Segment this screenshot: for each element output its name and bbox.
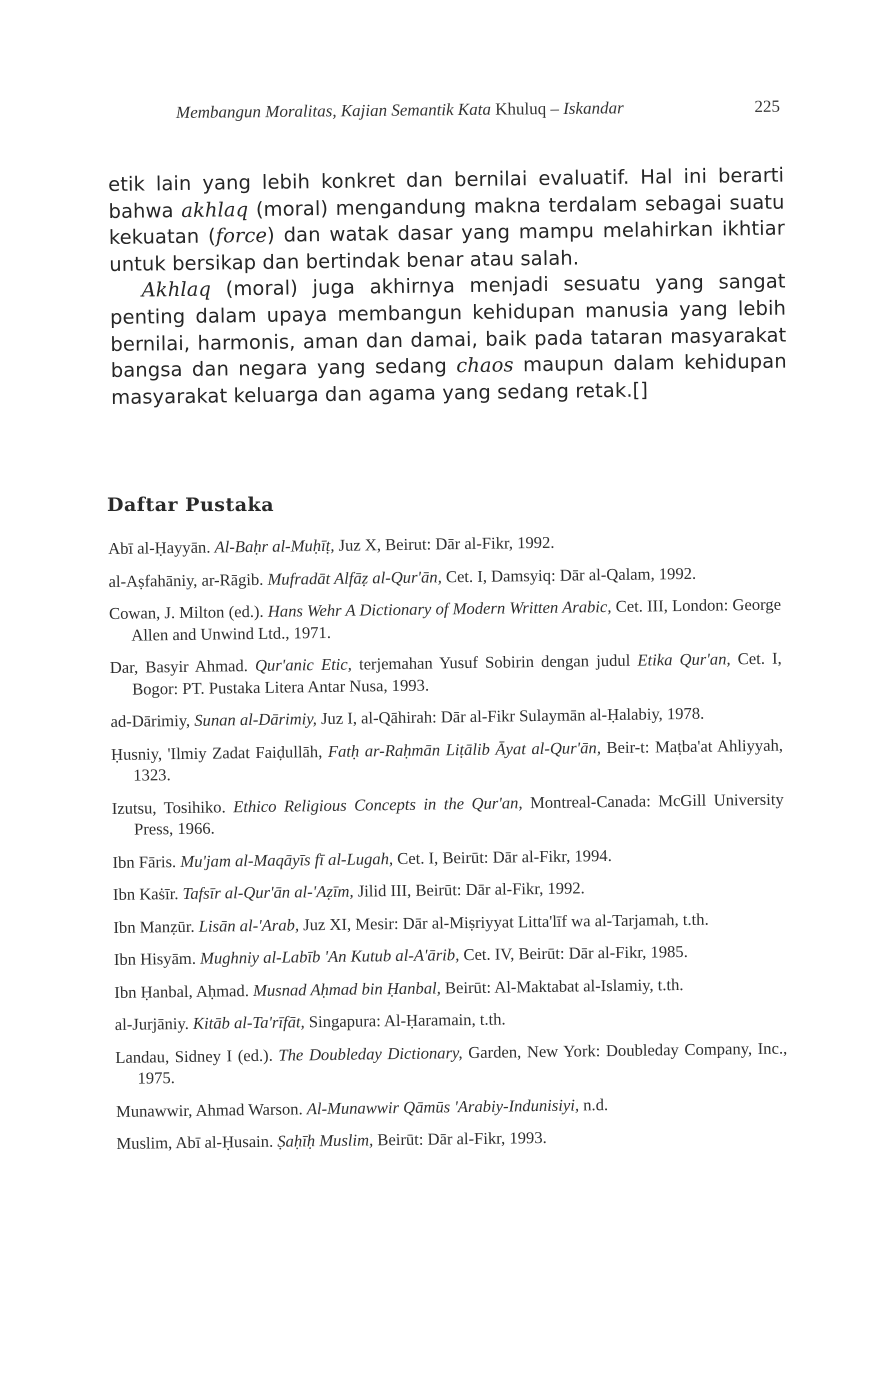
italic-text: Mu'jam al-Maqāyīs fī al-Lugah,: [180, 848, 394, 871]
body-paragraph: [109, 269, 787, 411]
text-run: Landau, Sidney I (ed.).: [115, 1045, 279, 1067]
text-run: Ibn Hisyām.: [113, 948, 201, 969]
running-title-author: – Iskandar: [546, 98, 624, 119]
italic-text: Al-Baḥr al-Muḥīṭ,: [214, 535, 335, 557]
text-run: Juz I, al-Qāhirah: Dār al-Fikr Sulaymān al-Ḥalabiy, 1978.: [316, 703, 705, 729]
text-run: al-Jurjāniy.: [114, 1013, 194, 1034]
reference-entry: [110, 702, 782, 733]
body-text: [108, 163, 787, 412]
italic-text: akhlaq: [181, 197, 249, 222]
reference-entry: [108, 529, 780, 560]
running-title: [176, 98, 624, 123]
text-run: maupun dalam kehidupan masyarakat keluarga dan agama yang sedang retak.[]: [110, 349, 787, 409]
reference-entry: [110, 648, 783, 700]
text-run: al-Aṣfahāniy, ar-Rāgib.: [108, 569, 268, 591]
text-run: n.d.: [578, 1094, 609, 1114]
text-run: Izutsu, Tosihiko.: [111, 796, 234, 818]
text-run: Munawwir, Ahmad Warson.: [115, 1098, 307, 1121]
bibliography-heading: Daftar Pustaka: [107, 494, 275, 516]
text-run: Cet. IV, Beirūt: Dār al-Fikr, 1985.: [459, 941, 688, 965]
text-run: Beirūt: Al-Maktabat al-Islamiy, t.th.: [440, 974, 684, 997]
text-run: Montreal-Canada: McGill University Press, 1966.: [133, 789, 784, 839]
italic-text: Al-Munawwir Qāmūs 'Arabiy-Indunisiyi,: [306, 1094, 580, 1118]
text-run: Ibn Fāris.: [112, 851, 181, 872]
italic-text: chaos: [456, 353, 514, 378]
text-run: Juz XI, Mesir: Dār al-Miṣriyyat Litta'līf wa al-Tarjamah, t.th.: [298, 909, 709, 934]
text-run: Cet. III, London: George Allen and Unwind Ltd., 1971.: [131, 594, 782, 645]
italic-text: Ṣaḥīḥ Muslim,: [277, 1130, 374, 1151]
text-run: Garden, New York: Doubleday Company, Inc., 1975.: [137, 1038, 788, 1088]
running-title-keyword: Khuluq: [495, 99, 547, 119]
running-title-prefix: Membangun Moralitas, Kajian Semantik Kata: [175, 99, 492, 122]
text-run: Beirūt: Dār al-Fikr, 1993.: [373, 1127, 547, 1150]
reference-entry: [114, 940, 786, 971]
body-paragraph: [108, 163, 785, 279]
reference-entry: [112, 842, 784, 873]
italic-text: force: [215, 223, 268, 248]
bibliography-list: [108, 529, 789, 1166]
reference-entry: [111, 734, 784, 786]
text-run: Singapura: Al-Ḥaramain, t.th.: [304, 1009, 506, 1032]
italic-text: Musnad Aḥmad bin Ḥanbal,: [252, 977, 441, 1000]
italic-text: Mufradāt Alfāẓ al-Qur'ān,: [267, 566, 442, 589]
italic-text: Sunan al-Dārimiy,: [194, 709, 318, 730]
italic-text: Etika Qur'an,: [637, 649, 731, 670]
text-run: Ibn Manẓūr.: [113, 916, 199, 937]
text-run: Cet. I, Bogor: PT. Pustaka Litera Antar Nusa, 1993.: [131, 648, 782, 699]
text-run: Dar, Basyir Ahmad.: [109, 655, 256, 677]
text-run: ) dan watak dasar yang mampu melahirkan ikhtiar untuk bersikap dan bertindak benar atau salah.: [109, 216, 786, 276]
text-run: Jilid III, Beirūt: Dār al-Fikr, 1992.: [353, 878, 585, 901]
text-run: Juz X, Beirut: Dār al-Fikr, 1992.: [334, 532, 555, 555]
reference-entry: [108, 561, 780, 592]
italic-text: Qur'anic Etic,: [254, 654, 352, 675]
italic-text: Mughniy al-Labīb 'An Kutub al-A'ārib,: [199, 945, 460, 968]
reference-entry: [112, 788, 785, 840]
reference-entry: [115, 1005, 787, 1036]
text-run: Ḥusniy, 'Ilmiy Zadat Faiḍullāh,: [110, 741, 329, 764]
reference-entry: [116, 1124, 788, 1155]
text-run: Ibn Ḥanbal, Aḥmad.: [114, 980, 254, 1002]
running-head: [176, 97, 780, 123]
reference-entry: [109, 594, 782, 646]
reference-entry: [113, 875, 785, 906]
italic-text: The Doubleday Dictionary,: [278, 1042, 463, 1065]
italic-text: Ethico Religious Concepts in the Qur'an,: [233, 792, 523, 816]
text-run: Beir-t: Maṭba'at Ahliyyah, 1323.: [133, 735, 784, 785]
text-run: Cowan, J. Milton (ed.).: [108, 601, 268, 623]
italic-text: Lisān al-'Arab,: [198, 914, 300, 936]
italic-text: Tafsīr al-Qur'ān al-'Aẓīm,: [182, 881, 354, 903]
reference-entry: [113, 907, 785, 938]
text-run: ad-Dārimiy,: [110, 710, 195, 731]
text-run: (moral) mengandung makna terdalam sebagai suatu kekuatan (: [108, 190, 785, 250]
text-run: etik lain yang lebih konkret dan bernilai evaluatif. Hal ini berarti bahwa: [108, 163, 785, 223]
page-number: 225: [754, 96, 781, 116]
text-run: Cet. I, Damsyiq: Dār al-Qalam, 1992.: [441, 563, 697, 586]
text-run: Cet. I, Beirūt: Dār al-Fikr, 1994.: [392, 845, 612, 868]
italic-text: Hans Wehr A Dictionary of Modern Written Arabic,: [267, 596, 612, 621]
reference-entry: [115, 1037, 788, 1089]
reference-entry: [116, 1091, 788, 1122]
text-run: terjemahan Yusuf Sobirin dengan judul: [351, 650, 638, 674]
text-run: (moral) juga akhirnya menjadi sesuatu yang sangat penting dalam upaya membangun kehidupan manusia yang lebih bernilai, harmonis, aman dan damai, baik pada tataran masyarakat bangsa dan negara yang sedang: [109, 269, 787, 383]
text-run: Muslim, Abī al-Ḥusain.: [116, 1131, 278, 1153]
italic-text: Fatḥ ar-Raḥmān Liṭālib Āyat al-Qur'ān,: [327, 737, 602, 761]
text-run: Abī al-Ḥayyān.: [108, 537, 215, 558]
italic-text: Akhlaq: [141, 277, 212, 302]
italic-text: Kitāb al-Ta'rīfāt,: [192, 1012, 305, 1033]
reference-entry: [114, 972, 786, 1003]
text-run: Ibn Kaṡīr.: [112, 883, 183, 904]
